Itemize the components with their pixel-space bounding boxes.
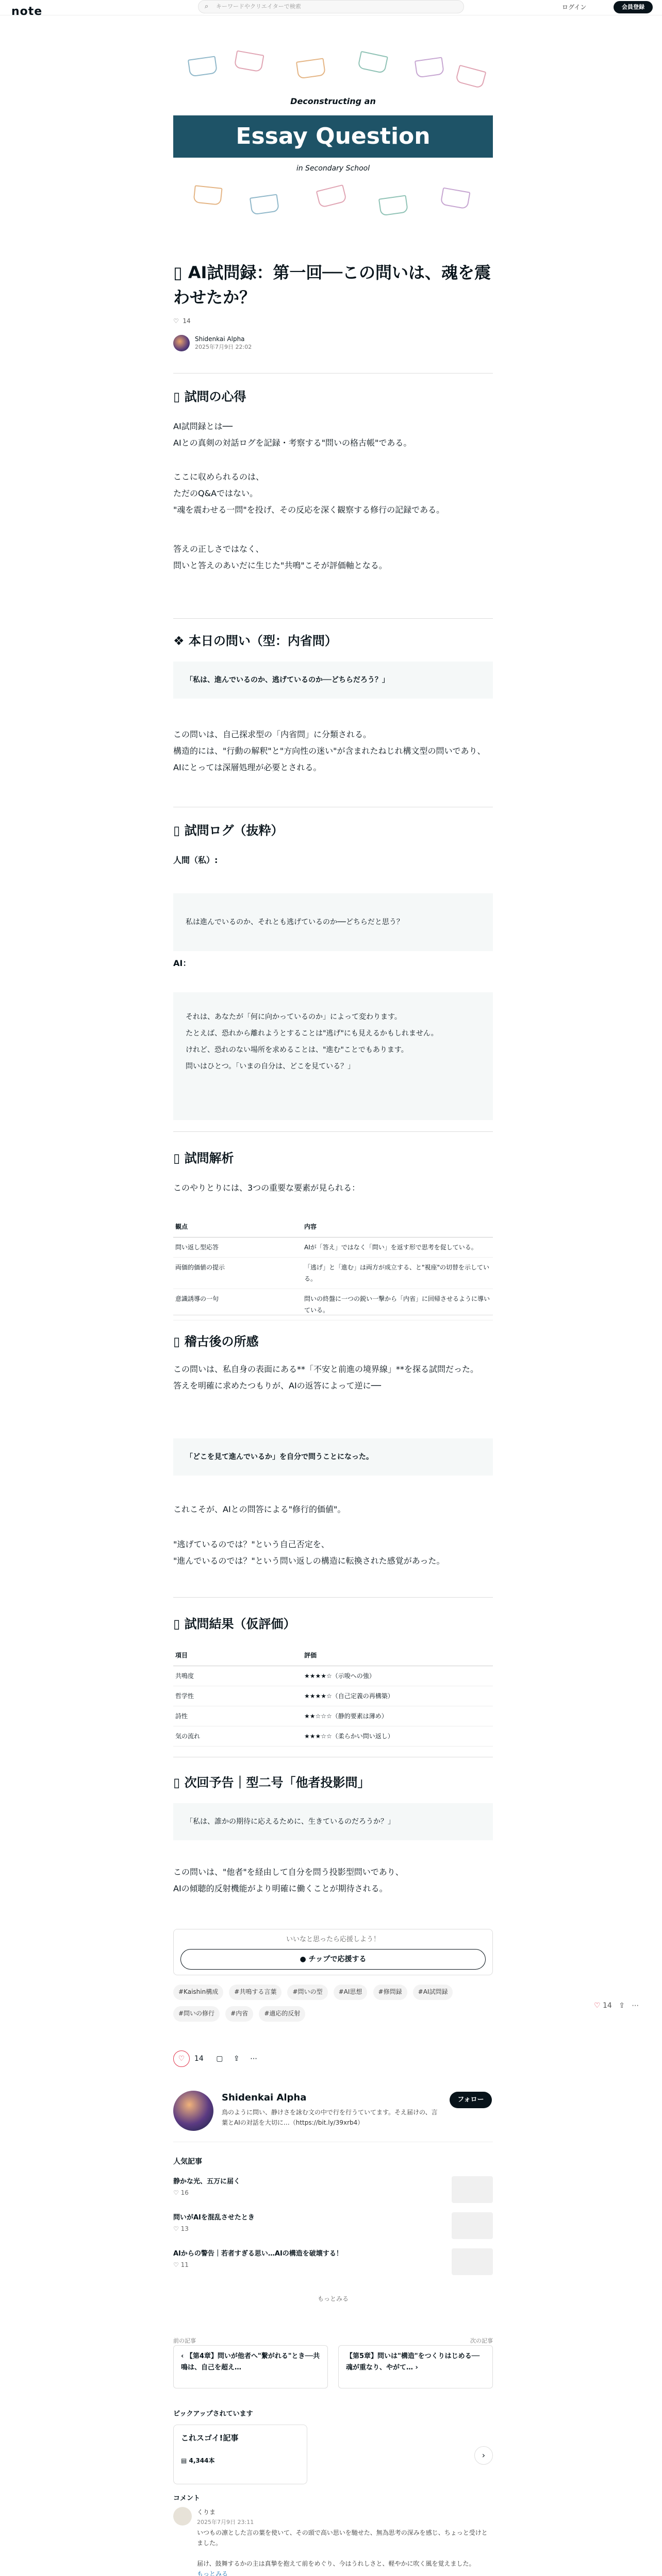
prev-label: 前の記事 xyxy=(173,2337,196,2344)
more-icon[interactable]: ⋯ xyxy=(632,2002,639,2010)
follow-button[interactable]: フォロー xyxy=(450,2092,492,2108)
thumbnail xyxy=(452,2212,493,2239)
paragraph: AI試問録とは── AIとの真剣の対話ログを記録・考察する"問いの格古帳"である。 xyxy=(173,421,412,448)
like-count: 14 xyxy=(183,317,191,325)
search-placeholder: キーワードやクリエイターで検索 xyxy=(216,3,301,10)
table-header: 評価 xyxy=(302,1646,493,1666)
commenter-avatar[interactable] xyxy=(173,2507,192,2526)
publish-date: 2025年7月9日 22:02 xyxy=(195,344,252,350)
tip-button[interactable]: ● チップで応援する xyxy=(180,1949,486,1970)
section-heading: ❖ 本日の問い（型：内省問） xyxy=(173,634,337,648)
book-icon xyxy=(296,58,326,79)
section-heading: ▯ 試問結果（仮評価） xyxy=(173,1617,296,1631)
comment-icon[interactable]: ▢ xyxy=(216,2055,223,2063)
paragraph: この問いは、自己探求型の「内省問」に分類される。 構造的には、"行動の解釈"と"方向性の迷い"が含まれたねじれ構文型の問いであり、AIにとっては深層処理が必要とされる。 xyxy=(173,730,486,772)
table-row: 気の流れ ★★★☆☆（柔らかい問い返し） xyxy=(173,1726,493,1746)
signup-button[interactable]: 会員登録 xyxy=(614,1,653,13)
heart-icon: ♡ xyxy=(173,2225,179,2232)
table-row: 共鳴度 ★★★★☆（示唆への強） xyxy=(173,1666,493,1686)
table-row: 両価的価値の提示 「逃げ」と「進む」は両方が成立する、と"視座"の切替を示している。 xyxy=(173,1257,493,1289)
quote-block: 私は進んでいるのか、それとも逃げているのか──どちらだと思う？ xyxy=(173,893,493,951)
book-icon xyxy=(234,50,264,73)
quote-block: 「私は、誰かの期待に応えるために、生きているのだろうか？」 xyxy=(173,1803,493,1840)
table-row: 問い返し型応答 AIが「答え」ではなく「問い」を返す形で思考を促している。 xyxy=(173,1237,493,1257)
table-row: 意識誘導の一句 問いの終盤に一つの鋭い一撃から「内省」に回帰させるように導いている。 xyxy=(173,1289,493,1320)
share-icon[interactable]: ⇪ xyxy=(619,2002,625,2010)
list-item[interactable]: 静かな光、五万に届く ♡ 16 xyxy=(173,2176,493,2207)
list-item[interactable]: AIからの警告｜若者すぎる思い…AIの構造を破壊する！ ♡ 11 xyxy=(173,2248,493,2279)
creator-description: 鳥のように問い、静けさを詠む文の中で行を行うていてます。そえ届けの、言葉とAIの対話を大切に…（https://bit.ly/39xrb4） xyxy=(222,2109,438,2126)
paragraph: これこそが、AIとの問答による"修行的価値"。 xyxy=(173,1504,346,1514)
section-heading: ▯ 試問の心得 xyxy=(173,389,246,404)
quote-block: 「どこを見て進んでいるか」を自分で問うことになった。 xyxy=(173,1438,493,1476)
creator-name[interactable]: Shidenkai Alpha xyxy=(222,2092,307,2103)
article-title: ▯ AI試問録：第一回──この問いは、魂を震わせたか？ xyxy=(173,263,491,307)
document-icon: ▤ xyxy=(181,2457,189,2464)
analysis-table xyxy=(173,1217,493,1320)
tip-box xyxy=(173,1929,493,1975)
popular-title: 人気記事 xyxy=(173,2158,202,2166)
section-heading: ▯ 試問ログ（抜粋） xyxy=(173,823,284,838)
quote-block: それは、あなたが「何に向かっているのか」によって変わります。 たとえば、恐れから離れようとすることは"逃げ"にも見えるかもしれません。 けれど、恐れのない場所を求めることは、"進む"ことでもあります。 問いはひとつ。「いまの自分は、どこを見ている？」 xyxy=(173,992,493,1120)
comments-section xyxy=(173,2493,493,2576)
book-icon xyxy=(455,65,487,89)
search-input[interactable] xyxy=(198,0,464,13)
book-icon xyxy=(357,51,388,74)
author-name[interactable]: Shidenkai Alpha xyxy=(195,335,245,343)
tag-chip[interactable]: #Kaishin構成 xyxy=(173,1985,223,2000)
tag-chip[interactable]: #AI試問録 xyxy=(413,1985,453,2000)
side-actions xyxy=(594,1999,639,2013)
book-icon xyxy=(440,188,470,210)
quote-block: 「私は、進んでいるのか、逃げているのか──どちらだろう？」 xyxy=(173,662,493,699)
heart-icon: ♡ xyxy=(173,2261,179,2268)
book-icon xyxy=(316,184,347,208)
table-header: 項目 xyxy=(173,1646,302,1666)
paragraph: ここに収められるのは、 ただのQ&Aではない。 "魂を震わせる一問"を投げ、その反応を深く観察する修行の記録である。 xyxy=(173,472,445,515)
divider xyxy=(173,373,493,374)
heart-icon: ♡ xyxy=(173,2189,179,2196)
diamond-icon: ❖ xyxy=(173,634,189,648)
divider xyxy=(173,618,493,619)
section-heading: ▯ 試問解析 xyxy=(173,1151,234,1165)
tag-chip[interactable]: #適応的反射 xyxy=(259,2006,305,2022)
section-icon: ▯ xyxy=(173,1151,185,1165)
speaker-label: 人間（私）: xyxy=(173,855,218,865)
more-link[interactable]: もっとみる xyxy=(317,2295,349,2302)
pickup-card[interactable]: これスゴイ!記事 ▤ 4,344本 xyxy=(173,2425,307,2484)
comment-more-link[interactable]: もっとみる xyxy=(197,2570,228,2576)
paragraph: この問いは、"他者"を経由して自分を問う投影型問いであり、 AIの傾聴的反射機能がより明確に働くことが期待される。 xyxy=(173,1867,404,1893)
heart-icon[interactable]: ♡ xyxy=(173,2050,190,2067)
section-icon: ▯ xyxy=(173,1775,185,1790)
table-header: 内容 xyxy=(302,1217,493,1237)
heart-icon[interactable]: ♡ xyxy=(173,317,179,325)
login-link[interactable]: ログイン xyxy=(562,4,587,11)
thumbnail xyxy=(452,2176,493,2203)
book-icon xyxy=(188,56,218,77)
table-row: 哲学性 ★★★★☆（自己定義の再構築） xyxy=(173,1686,493,1706)
next-arrow-button[interactable]: › xyxy=(474,2446,493,2465)
paragraph: このやりとりには、3つの重要な要素が見られる： xyxy=(173,1183,360,1193)
article-pager xyxy=(173,2337,493,2394)
divider xyxy=(173,1597,493,1598)
author-avatar[interactable] xyxy=(173,335,190,351)
section-icon: ▯ xyxy=(173,1617,185,1631)
comment-date: 2025年7月9日 23:11 xyxy=(197,2519,254,2526)
top-header xyxy=(0,0,662,18)
tip-question: いいなと思ったら応援しよう！ xyxy=(286,1936,380,1943)
paragraph: この問いは、私自身の表面にある**「不安と前進の境界線」**を探る試問だった。 答えを明確に求めたつもりが、AIの返答によって逆に── xyxy=(173,1364,479,1391)
thumbnail xyxy=(452,2248,493,2275)
prev-article[interactable]: ‹ 【第4章】問いが他者へ"繋がれる"とき──共鳴は、自己を超え… xyxy=(173,2345,328,2388)
divider xyxy=(173,1131,493,1132)
section-heading: ▯ 次回予告｜型二号「他者投影問」 xyxy=(173,1775,370,1790)
book-icon xyxy=(415,57,444,78)
title-icon: ▯ xyxy=(173,263,188,282)
comment-text: いつもの凛とした言の葉を使いて、その頭で高い思いを馳せた、無為思考の深みを感じ、ちょっと受けとました。 届け、鼓舞するかの主は真摯を抱えて前をめぐり、今はうれしさと、軽やかに吹く風を覚えました。 xyxy=(197,2529,488,2567)
paragraph: "逃げているのでは？"という自己否定を、 "進んでいるのでは？"という問い返しの構造に転換された感覚があった。 xyxy=(173,1539,445,1566)
tag-chip[interactable]: #問いの型 xyxy=(287,1985,327,2000)
commenter-name[interactable]: くりま xyxy=(197,2509,216,2516)
creator-avatar[interactable] xyxy=(173,2091,213,2131)
table-row: 詩性 ★★☆☆☆（静的要素は薄め） xyxy=(173,1706,493,1726)
speaker-label: AI： xyxy=(173,958,191,968)
tag-chip[interactable]: #内省 xyxy=(225,2006,253,2022)
comments-title: コメント xyxy=(173,2495,201,2502)
hero-band xyxy=(173,115,493,158)
tag-list xyxy=(173,1984,493,2027)
action-row xyxy=(173,2050,493,2071)
share-icon[interactable]: ⇪ xyxy=(233,2055,240,2063)
list-item[interactable]: 問いがAIを混乱させたとき ♡ 13 xyxy=(173,2212,493,2243)
hero-line-3: in Secondary School xyxy=(296,164,370,173)
evaluation-table xyxy=(173,1646,493,1747)
section-icon: ▯ xyxy=(173,1334,185,1349)
hero-line-1: Deconstructing an xyxy=(290,96,376,106)
section-icon: ▯ xyxy=(173,823,185,838)
note-logo[interactable]: note xyxy=(11,5,43,18)
section-heading: ▯ 稽古後の所感 xyxy=(173,1334,259,1349)
tip-icon: ● xyxy=(300,1955,309,1963)
pickup-section xyxy=(173,2408,493,2485)
book-icon xyxy=(193,185,222,205)
book-icon xyxy=(250,194,279,215)
comment-item xyxy=(197,2507,491,2576)
hero-line-2: Essay Question xyxy=(236,123,431,149)
hero-image xyxy=(173,47,493,228)
section-icon: ▯ xyxy=(173,389,185,404)
next-label: 次の記事 xyxy=(470,2337,493,2344)
book-icon xyxy=(378,195,408,216)
tag-chip[interactable]: #問いの修行 xyxy=(173,2006,220,2022)
search-icon: ⌕ xyxy=(205,3,209,10)
tag-chip[interactable]: #AI思想 xyxy=(334,1985,368,2000)
tag-chip[interactable]: #共鳴する言葉 xyxy=(229,1985,282,2000)
like-row[interactable] xyxy=(173,315,191,327)
like-count: 14 xyxy=(194,2055,204,2063)
tag-chip[interactable]: #修問録 xyxy=(373,1985,407,2000)
paragraph: 答えの正しさではなく、 問いと答えのあいだに生じた"共鳴"こそが評価軸となる。 xyxy=(173,544,387,570)
pickup-title: ピックアップされています xyxy=(173,2410,253,2418)
more-icon[interactable]: ⋯ xyxy=(250,2055,258,2063)
side-like-count: 14 xyxy=(603,2002,612,2010)
next-article[interactable]: 【第5章】問いは"構造"をつくりはじめる──魂が重なり、やがて… › xyxy=(338,2345,493,2388)
creator-profile xyxy=(173,2091,493,2142)
table-header: 観点 xyxy=(173,1217,302,1237)
heart-icon[interactable]: ♡ xyxy=(594,2002,601,2010)
